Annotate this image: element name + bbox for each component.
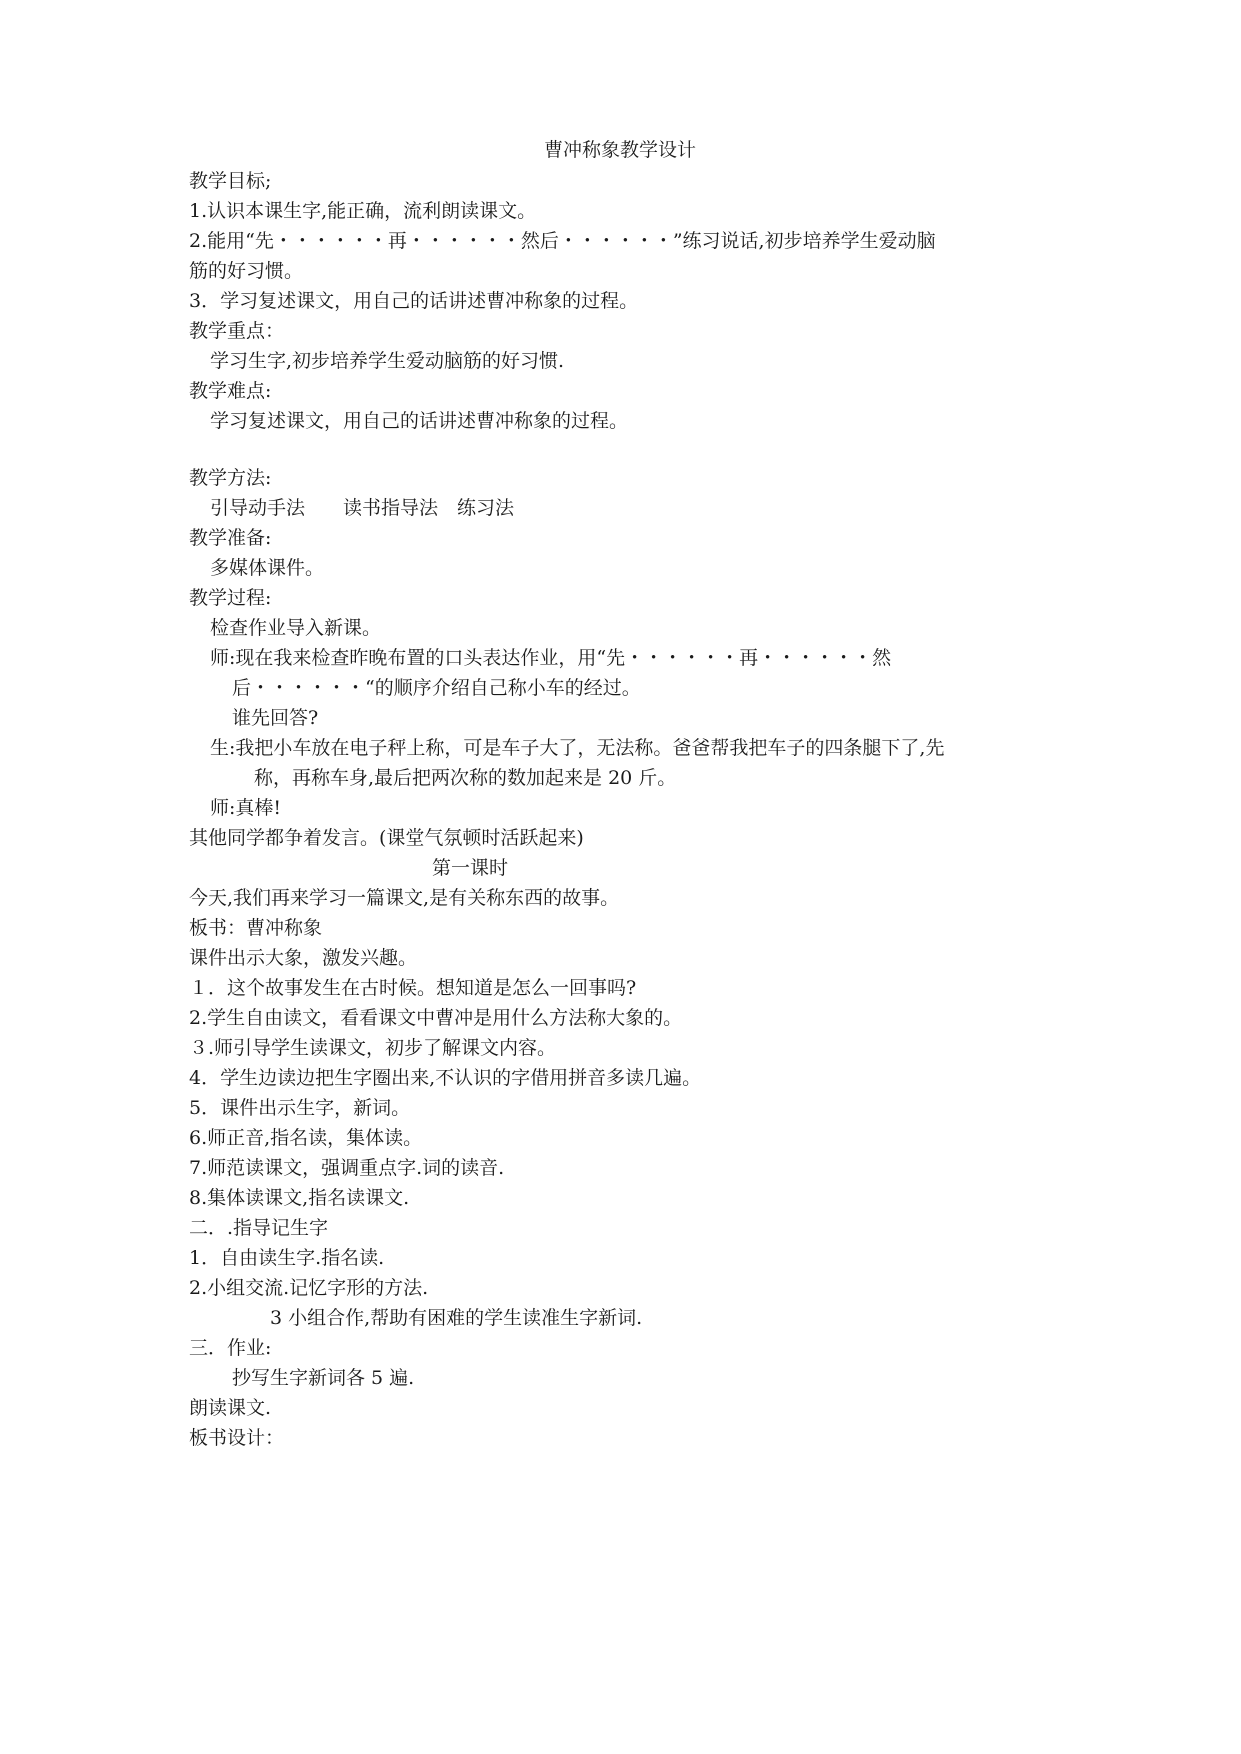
section-2-item-3: 3 小组合作,帮助有困难的学生读准生字新词. bbox=[270, 1307, 643, 1329]
board-title: 板书：曹冲称象 bbox=[189, 917, 323, 939]
methods-text: 引导动手法 读书指导法 练习法 bbox=[210, 497, 515, 519]
difficulty-text: 学习复述课文，用自己的话讲述曹冲称象的过程。 bbox=[210, 410, 629, 432]
homework-read: 朗读课文. bbox=[189, 1397, 272, 1419]
homework-copy: 抄写生字新词各 5 遍. bbox=[232, 1367, 415, 1389]
preparation-heading: 教学准备: bbox=[189, 527, 272, 549]
step-3: ３.师引导学生读课文，初步了解课文内容。 bbox=[189, 1037, 557, 1059]
step-2: 2.学生自由读文，看看课文中曹冲是用什么方法称大象的。 bbox=[189, 1007, 683, 1029]
step-1: １．这个故事发生在古时候。想知道是怎么一回事吗? bbox=[189, 977, 637, 999]
goal-3: 3．学习复述课文，用自己的话讲述曹冲称象的过程。 bbox=[189, 290, 639, 312]
teacher-praise: 师:真棒! bbox=[210, 797, 282, 819]
section-2-item-2: 2.小组交流.记忆字形的方法. bbox=[189, 1277, 429, 1299]
methods-heading: 教学方法: bbox=[189, 467, 272, 489]
step-4: 4．学生边读边把生字圈出来,不认识的字借用拼音多读几遍。 bbox=[189, 1067, 702, 1089]
teacher-line-1: 师:现在我来检查昨晚布置的口头表达作业，用“先・・・・・・再・・・・・・然 bbox=[210, 647, 892, 669]
step-8: 8.集体读课文,指名读课文. bbox=[189, 1187, 410, 1209]
document-title: 曹冲称象教学设计 bbox=[543, 139, 696, 161]
student-answer-cont: 称，再称车身,最后把两次称的数加起来是 20 斤。 bbox=[254, 767, 677, 789]
goal-2-line-1: 2.能用“先・・・・・・再・・・・・・然后・・・・・・”练习说话,初步培养学生爱动脑 bbox=[189, 230, 936, 252]
preparation-text: 多媒体课件。 bbox=[210, 557, 325, 579]
lesson-intro: 今天,我们再来学习一篇课文,是有关称东西的故事。 bbox=[189, 887, 620, 909]
lesson-heading: 第一课时 bbox=[431, 857, 508, 879]
process-item-1: 检查作业导入新课。 bbox=[210, 617, 382, 639]
section-3-heading: 三．作业: bbox=[189, 1337, 272, 1359]
goals-heading: 教学目标; bbox=[189, 170, 272, 192]
step-5: 5．课件出示生字，新词。 bbox=[189, 1097, 411, 1119]
courseware-elephant: 课件出示大象，激发兴趣。 bbox=[189, 947, 418, 969]
step-6: 6.师正音,指名读，集体读。 bbox=[189, 1127, 423, 1149]
section-2-item-1: 1．自由读生字.指名读. bbox=[189, 1247, 385, 1269]
difficulty-heading: 教学难点: bbox=[189, 380, 272, 402]
student-answer: 生:我把小车放在电子秤上称，可是车子大了，无法称。爸爸帮我把车子的四条腿下了,先 bbox=[210, 737, 945, 759]
process-heading: 教学过程: bbox=[189, 587, 272, 609]
class-reaction: 其他同学都争着发言。(课堂气氛顿时活跃起来) bbox=[189, 827, 584, 849]
goal-2-line-2: 筋的好习惯。 bbox=[189, 260, 304, 282]
teacher-line-1-cont: 后・・・・・・“的顺序介绍自己称小车的经过。 bbox=[232, 677, 641, 699]
board-design-heading: 板书设计： bbox=[189, 1427, 285, 1449]
step-7: 7.师范读课文，强调重点字.词的读音. bbox=[189, 1157, 505, 1179]
teacher-question: 谁先回答? bbox=[232, 707, 319, 729]
key-points-text: 学习生字,初步培养学生爱动脑筋的好习惯. bbox=[210, 350, 565, 372]
goal-1: 1.认识本课生字,能正确，流利朗读课文。 bbox=[189, 200, 537, 222]
key-points-heading: 教学重点： bbox=[189, 320, 285, 342]
section-2-heading: 二．.指导记生字 bbox=[189, 1217, 329, 1239]
